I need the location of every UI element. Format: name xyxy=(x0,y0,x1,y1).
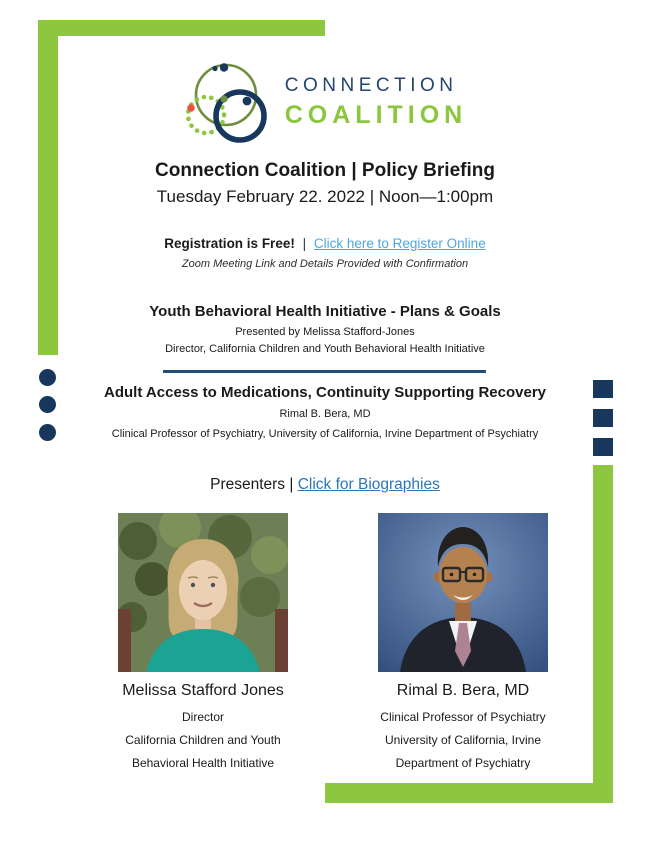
biographies-link[interactable]: Click for Biographies xyxy=(297,476,440,493)
presenter-name: Melissa Stafford Jones xyxy=(122,682,284,699)
session1-presenter: Presented by Melissa Stafford-Jones xyxy=(235,326,415,338)
presenter-role-line: California Children and Youth xyxy=(125,733,281,747)
session2-title: Adult Access to Medications, Continuity Supporting Recovery xyxy=(104,384,546,401)
session1-presenter-role: Director, California Children and Youth Behavioral Health Initiative xyxy=(165,343,485,355)
presenters-label: Presenters | xyxy=(210,476,294,493)
presenter-name: Rimal B. Bera, MD xyxy=(396,682,530,699)
registration-free-label: Registration is Free! xyxy=(164,236,295,251)
logo-wordmark xyxy=(285,75,468,130)
registration-note: Zoom Meeting Link and Details Provided with Confirmation xyxy=(181,258,469,270)
presenter-role-line: Department of Psychiatry xyxy=(395,756,531,770)
photo-rimal-bera xyxy=(378,513,548,672)
registration-separator: | xyxy=(302,236,307,251)
session1-title: Youth Behavioral Health Initiative - Plans & Goals xyxy=(149,303,501,320)
logo-word-connection: CONNECTION xyxy=(284,75,458,96)
presenter-role-line: University of California, Irvine xyxy=(384,733,542,747)
connection-coalition-logo xyxy=(0,58,650,150)
right-green-bar xyxy=(593,465,613,803)
caption-rimal xyxy=(343,681,583,779)
logo-word-coalition: COALITION xyxy=(284,101,468,129)
right-navy-square xyxy=(593,438,613,456)
bottom-green-bar xyxy=(325,783,613,803)
top-green-bar xyxy=(38,20,325,36)
session2-presenter-role: Clinical Professor of Psychiatry, University of California, Irvine Department of Psychiatry xyxy=(111,428,539,440)
presenter-role-line: Behavioral Health Initiative xyxy=(131,756,275,770)
register-online-link[interactable]: Click here to Register Online xyxy=(313,236,486,251)
presenter-role-line: Director xyxy=(181,710,224,724)
caption-melissa xyxy=(83,681,323,779)
section-divider xyxy=(163,370,486,373)
presenters-heading xyxy=(0,476,650,494)
registration-line xyxy=(0,236,650,251)
presenter-role-line: Clinical Professor of Psychiatry xyxy=(380,710,546,724)
logo-circles-icon xyxy=(183,58,275,150)
photo-melissa-stafford-jones xyxy=(118,513,288,672)
event-datetime: Tuesday February 22. 2022 | Noon—1:00pm xyxy=(156,187,494,206)
session2-presenter: Rimal B. Bera, MD xyxy=(279,408,371,420)
event-title: Connection Coalition | Policy Briefing xyxy=(155,160,495,181)
